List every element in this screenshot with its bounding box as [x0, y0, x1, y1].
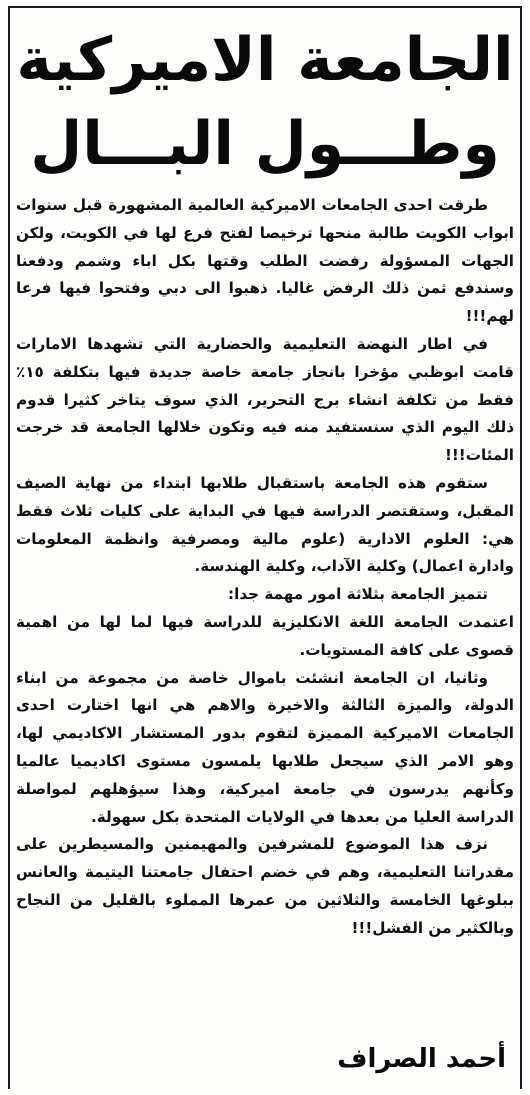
paragraph: وثانيا، ان الجامعة انشئت باموال خاصة من مجموعة من ابناء الدولة، والميزة الثالثة والاخيرة والاهم هي انها اختارت احدى الجامعات الاميركية المميزة لتقوم بدور المستشار الاكاديمي لها، وهو الامر الذي سيجعل طلابها يلمسون مستوى اكاديميا عالميا وكأنهم يدرسون في جامعة اميركية، وهذا سيؤهلهم لمواصلة الدراسة العليا من بعدها في الولايات المتحدة بكل سهولة. [16, 668, 514, 826]
headline [14, 18, 516, 186]
paragraph: طرقت احدى الجامعات الاميركية العالمية المشهورة قبل سنوات ابواب الكويت طالبة منحها ترخيصا لفتح فرع لها في الكويت، ولكن الجهات المسؤولة رفضت الطلب وقتها بكل اباء وشمم ودفعنا وسندفع ثمن ذلك الرفض غاليا. ذهبوا الى دبي وفتحوا فيها فرعا لهم!!! [16, 196, 514, 326]
paragraph: ستقوم هذه الجامعة باستقبال طلابها ابتداء من نهاية الصيف المقبل، وستقتصر الدراسة فيها في البداية على كليات ثلاث فقط هي: العلوم الادارية (علوم مالية ومصرفية وانظمة المعلومات وادارة اعمال) وكلية الآداب، وكلية الهندسة. [16, 473, 514, 576]
paragraph: نزف هذا الموضوع للمشرفين والمهيمنين والمسيطرين على مقدراتنا التعليمية، وهم في خضم احتفال جامعتنا اليتيمة والعانس ببلوغها الخامسة والثلاثين من عمرها المملوء بالقليل من النجاح وبالكثير من الفشل!!! [16, 835, 514, 937]
paragraph: تتميز الجامعة بثلاثة امور مهمة جدا: [228, 585, 488, 604]
paragraph: في اطار النهضة التعليمية والحضارية التي تشهدها الامارات قامت ابوظبي مؤخرا بانجاز جامعة خاصة جديدة فيها بتكلفة ١٥٪ فقط من تكلفة انشاء برج التحرير، الذي سوف يتاخر كثيرا قدوم ذلك اليوم الذي سنستفيد منه فيه وتكون خلالها الجامعة قد خرجت المئات!!! [16, 334, 514, 465]
paragraph: اعتمدت الجامعة اللغة الانكليزية للدراسة فيها لما لها من اهمية قصوى على كافة المستويات. [16, 612, 514, 659]
article-body [16, 192, 514, 943]
headline-line-2: وطـــول البـــال [30, 109, 500, 179]
author-byline: أحمد الصراف [337, 1044, 506, 1074]
headline-line-1: الجامعة الاميركية [16, 25, 514, 95]
